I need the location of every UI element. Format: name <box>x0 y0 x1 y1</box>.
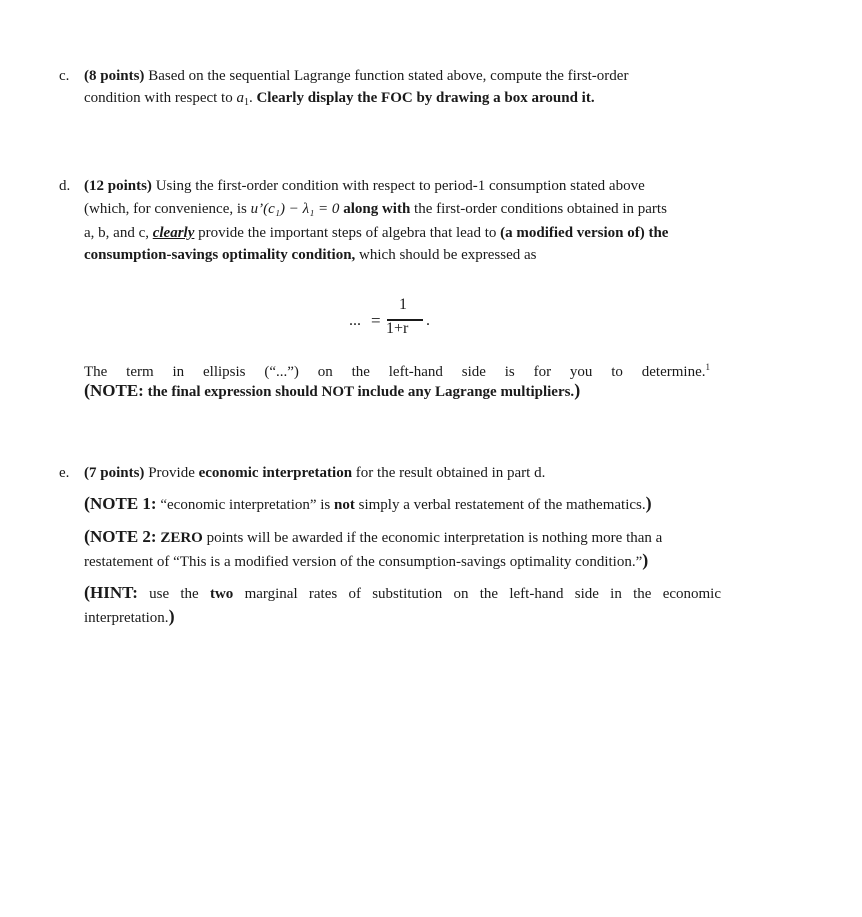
part-e-note-2-line-1: (NOTE 2: ZERO points will be awarded if the economic interpretation is nothing more than a <box>84 526 663 546</box>
part-c-line-1 <box>84 66 628 86</box>
part-d-points: (12 points) <box>84 178 152 194</box>
part-d-clearly: clearly <box>152 225 195 241</box>
part-e-line-1: (7 points) Provide economic interpretation for the result obtained in part d. <box>84 465 546 481</box>
part-e-note-1-label: NOTE 1: <box>90 494 157 513</box>
part-d-line-1 <box>84 176 645 196</box>
part-d-text-4-bold: consumption-savings optimality condition, <box>84 247 356 263</box>
part-d-text-2-bold: along with <box>343 201 411 217</box>
equation-denominator: 1+r <box>386 320 409 337</box>
part-c-instruction: Clearly display the FOC by drawing a box around it. <box>256 90 595 106</box>
equation-numerator: 1 <box>399 296 407 313</box>
part-e-bold-term: economic interpretation <box>198 465 353 481</box>
part-e-note-2-label: NOTE 2: <box>90 527 157 546</box>
part-d-text-2-post: the first-order conditions obtained in parts <box>414 201 667 217</box>
part-c-var-a: $a_1$ <box>236 90 249 108</box>
part-e-letter: e. <box>59 465 70 481</box>
part-e-points: (7 points) <box>84 465 145 481</box>
equation-equals: = <box>371 311 381 330</box>
optimality-equation <box>349 296 439 342</box>
part-d-foc-expression: u’(c₁) − λ₁ = 0 <box>250 201 340 217</box>
part-c-punct: . <box>248 90 253 106</box>
part-d-ellipsis-line: The term in ellipsis (“...”) on the left-hand side is for you to determine.$^1$ <box>84 362 710 380</box>
part-d-text-3-bold: (a modified version of) the <box>500 225 669 241</box>
part-d-text-2-pre: (which, for convenience, is <box>84 201 247 217</box>
part-d-line-4 <box>84 245 537 265</box>
equation-ellipsis: ... <box>349 312 361 329</box>
part-d-text-3-mid: provide the important steps of algebra that lead to <box>198 225 497 241</box>
part-d-note: (NOTE: the final expression should NOT include any Lagrange multipliers.) <box>84 380 581 400</box>
part-e-hint-line-1: (HINT: use the two marginal rates of substitution on the left-hand side in the economic <box>84 582 722 602</box>
part-d-letter: d. <box>59 178 71 194</box>
part-c-text-2: condition with respect to <box>84 90 233 106</box>
part-e-note-1: (NOTE 1: “economic interpretation” is not simply a verbal restatement of the mathematics.) <box>84 493 652 513</box>
part-d-text-4-post: which should be expressed as <box>359 247 537 263</box>
part-e-note-2-line-2: restatement of “This is a modified version of the consumption-savings optimality condition.”) <box>84 550 649 570</box>
part-d-line-3 <box>84 223 668 243</box>
part-e-hint-line-2: interpretation.) <box>84 606 175 626</box>
part-d-text-3-pre: a, b, and c, <box>84 225 149 241</box>
part-d-note-text: the final expression should NOT include any Lagrange multipliers. <box>147 384 575 400</box>
part-c-line-2 <box>84 88 595 113</box>
equation-period: . <box>426 312 430 329</box>
part-e-hint-label: HINT: <box>90 583 138 602</box>
part-d-text-1: Using the first-order condition with respect to period-1 consumption stated above <box>155 178 645 194</box>
part-c-points: (8 points) <box>84 68 145 84</box>
part-c-letter: c. <box>59 68 70 84</box>
part-d-line-2 <box>84 199 667 219</box>
footnote-marker: 1 <box>705 362 710 372</box>
part-c-text-1: Based on the sequential Lagrange function stated above, compute the first-order <box>148 68 629 84</box>
part-d-note-label: NOTE: <box>90 381 144 400</box>
